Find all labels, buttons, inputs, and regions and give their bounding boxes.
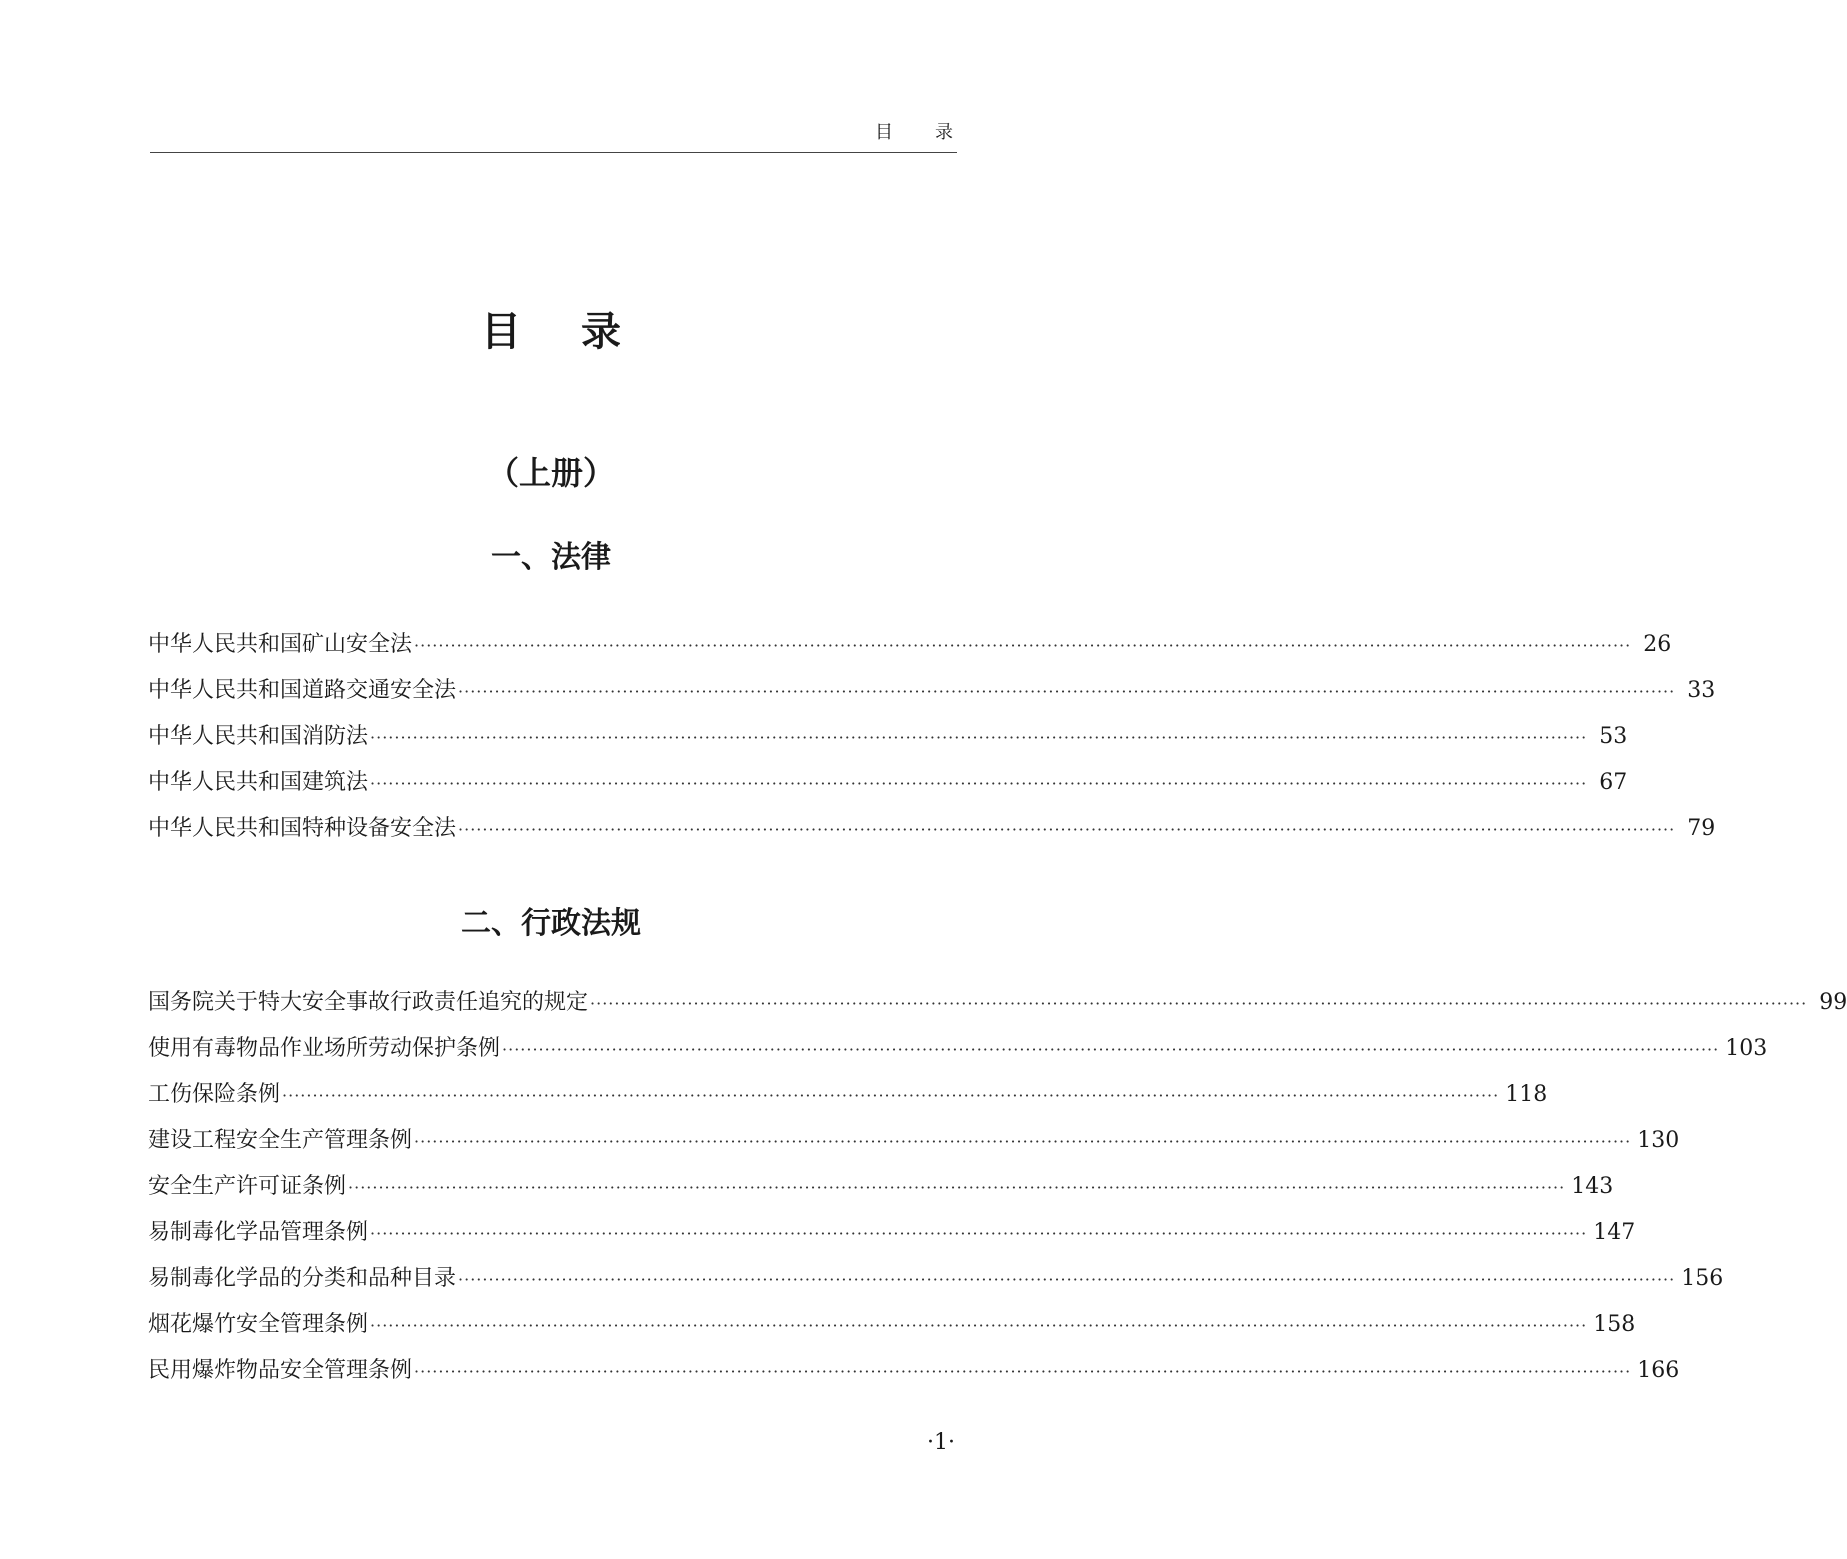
toc-entry[interactable] [148,760,1628,806]
toc-entry[interactable] [148,714,1628,760]
toc-entry-title: 中华人民共和国建筑法 [148,770,369,795]
toc-leader-dots: ········································································································································································································ [370,1316,1588,1335]
toc-entry-page: 156 [1681,1266,1724,1291]
toc-leader-dots: ········································································································································································································ [282,1086,1500,1105]
toc-leader-dots: ········································································································································································································ [370,728,1588,747]
toc-entry-page: 143 [1571,1174,1614,1199]
toc-entry-title: 工伤保险条例 [148,1082,281,1107]
toc-entry-title: 国务院关于特大安全事故行政责任追究的规定 [148,990,589,1015]
toc-entry-title: 易制毒化学品的分类和品种目录 [148,1266,457,1291]
toc-leader-dots: ········································································································································································································ [348,1178,1566,1197]
toc-entry[interactable] [148,1348,1680,1394]
toc-leader-dots: ········································································································································································································ [458,682,1676,701]
toc-entry-page: 67 [1599,770,1628,795]
toc-entry-page: 53 [1599,724,1628,749]
page-number: ·1· [927,1430,955,1455]
toc-entry-title: 使用有毒物品作业场所劳动保护条例 [148,1036,501,1061]
toc-leader-dots: ········································································································································································································ [414,636,1632,655]
toc-leader-dots: ········································································································································································································ [370,1224,1588,1243]
toc-entry-page: 99 [1819,990,1847,1015]
toc-leader-dots: ········································································································································································································ [458,1270,1676,1289]
toc-entry[interactable] [148,1210,1636,1256]
toc-entry[interactable] [148,1072,1548,1118]
toc-list-laws [148,622,1716,852]
toc-leader-dots: ········································································································································································································ [458,820,1676,839]
toc-entry[interactable] [148,1302,1636,1348]
toc-leader-dots: ········································································································································································································ [414,1132,1632,1151]
toc-entry-page: 166 [1637,1358,1680,1383]
section-heading-regulations: 二、行政法规 [461,906,641,941]
toc-entry-page: 147 [1593,1220,1636,1245]
toc-entry-title: 民用爆炸物品安全管理条例 [148,1358,413,1383]
toc-entry[interactable] [148,668,1716,714]
toc-entry-title: 烟花爆竹安全管理条例 [148,1312,369,1337]
toc-entry[interactable] [148,1164,1614,1210]
toc-entry-page: 79 [1687,816,1716,841]
toc-entry-page: 130 [1637,1128,1680,1153]
toc-leader-dots: ········································································································································································································ [502,1040,1720,1059]
page-title: 目录 [481,309,681,355]
toc-entry[interactable] [148,1256,1724,1302]
toc-entry-title: 中华人民共和国道路交通安全法 [148,678,457,703]
toc-leader-dots: ········································································································································································································ [370,774,1588,793]
toc-entry-title: 中华人民共和国矿山安全法 [148,632,413,657]
toc-entry-title: 安全生产许可证条例 [148,1174,347,1199]
toc-leader-dots: ········································································································································································································ [590,994,1808,1013]
toc-entry-page: 26 [1643,632,1672,657]
toc-entry[interactable] [148,806,1716,852]
toc-entry-title: 中华人民共和国特种设备安全法 [148,816,457,841]
toc-entry-page: 103 [1725,1036,1768,1061]
running-header-title: 目录 [875,122,995,143]
toc-entry[interactable] [148,1026,1768,1072]
toc-leader-dots: ········································································································································································································ [414,1362,1632,1381]
toc-entry[interactable] [148,622,1672,668]
section-heading-laws: 一、法律 [491,540,611,575]
toc-entry-page: 118 [1505,1082,1548,1107]
running-header [150,112,995,153]
toc-entry-page: 33 [1687,678,1716,703]
toc-entry[interactable] [148,980,1847,1026]
toc-entry[interactable] [148,1118,1680,1164]
toc-list-regulations [148,980,1847,1394]
volume-title: （上册） [486,454,615,492]
toc-entry-title: 中华人民共和国消防法 [148,724,369,749]
toc-entry-title: 建设工程安全生产管理条例 [148,1128,413,1153]
toc-entry-title: 易制毒化学品管理条例 [148,1220,369,1245]
toc-entry-page: 158 [1593,1312,1636,1337]
